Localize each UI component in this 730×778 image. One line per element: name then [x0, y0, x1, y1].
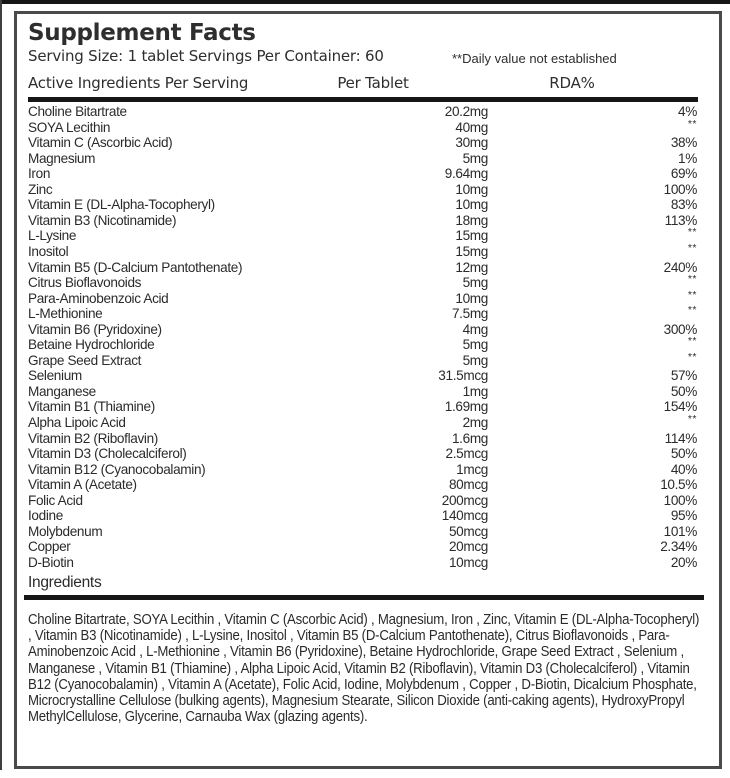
per-tablet-amount: 2.5mcg: [445, 446, 488, 462]
table-row: [0, 306, 730, 322]
rda-percent: 4%: [678, 104, 697, 119]
rda-not-established-mark: **: [687, 413, 697, 425]
per-tablet-amount: 5mg: [462, 337, 488, 353]
rda-percent: 100%: [663, 492, 697, 508]
rda-not-established-mark: **: [687, 350, 697, 363]
ingredient-name: Vitamin B2 (Riboflavin): [28, 430, 158, 446]
rda-percent: 101%: [663, 523, 697, 539]
table-row: [0, 135, 730, 151]
rda-percent: 50%: [670, 446, 697, 462]
rda-not-established-mark: **: [687, 273, 697, 286]
per-tablet-amount: 18mg: [455, 212, 488, 228]
ingredient-name: L-Lysine: [28, 228, 77, 244]
ingredient-name: Inositol: [28, 243, 69, 259]
table-row: [0, 524, 730, 540]
per-tablet-amount: 7.5mg: [451, 306, 488, 322]
rda-not-established-mark: **: [687, 288, 697, 301]
rda-percent: 100%: [663, 181, 697, 197]
per-tablet-amount: 50mcg: [448, 523, 488, 539]
rda-percent: 83%: [670, 197, 697, 213]
rda-percent: 57%: [670, 368, 697, 384]
ingredient-name: Vitamin E (DL-Alpha-Tocopheryl): [28, 197, 215, 213]
serving-size-line: Serving Size: 1 tablet Servings Per Container: 60: [28, 47, 384, 65]
ingredient-name: Vitamin D3 (Cholecalciferol): [28, 446, 187, 462]
table-row: [0, 182, 730, 198]
per-tablet-amount: 5mg: [462, 275, 488, 291]
ingredient-name: Zinc: [28, 181, 53, 197]
rda-not-established-mark: **: [687, 335, 697, 348]
rda-not-established-mark: **: [687, 304, 697, 317]
rda-not-established-mark: **: [687, 117, 697, 130]
ingredient-name: Iodine: [28, 508, 63, 524]
per-tablet-amount: 1.6mg: [451, 430, 488, 446]
per-tablet-amount: 10mg: [455, 197, 488, 213]
table-row: [0, 555, 730, 571]
per-tablet-amount: 1mcg: [456, 461, 488, 477]
ingredient-name: Betaine Hydrochloride: [28, 337, 155, 353]
rda-percent: 300%: [663, 321, 697, 337]
per-tablet-amount: 30mg: [455, 135, 488, 151]
ingredient-name: Selenium: [28, 368, 82, 384]
per-tablet-amount: 80mcg: [448, 477, 488, 493]
table-row: [0, 350, 730, 369]
ingredient-name: L-Methionine: [28, 306, 103, 322]
rda-percent: 240%: [663, 259, 697, 275]
rda-percent: 114%: [664, 430, 697, 446]
ingredient-name: Vitamin A (Acetate): [28, 477, 137, 493]
ingredient-name: D-Biotin: [28, 554, 74, 570]
table-row: [0, 462, 730, 478]
column-header-rda: RDA%: [549, 74, 595, 92]
per-tablet-amount: 40mg: [455, 119, 488, 135]
ingredient-name: Manganese: [28, 383, 96, 399]
per-tablet-amount: 2mg: [462, 415, 488, 430]
rda-percent: 50%: [670, 383, 697, 399]
table-row: [0, 384, 730, 400]
per-tablet-amount: 10mg: [455, 181, 488, 197]
per-tablet-amount: 5mg: [462, 150, 488, 166]
rda-percent: 20%: [670, 554, 697, 570]
table-row: [0, 241, 730, 260]
table-row: [0, 539, 730, 555]
ingredient-name: Copper: [28, 539, 71, 555]
ingredient-name: Vitamin B3 (Nicotinamide): [28, 212, 177, 228]
table-row: [0, 508, 730, 524]
top-edge-strip: [0, 0, 730, 4]
per-tablet-amount: 15mg: [455, 243, 488, 259]
column-header-active-ingredients: Active Ingredients Per Serving: [28, 74, 249, 92]
table-row: [0, 368, 730, 384]
per-tablet-amount: 15mg: [455, 228, 488, 244]
rda-percent: 95%: [670, 508, 697, 524]
per-tablet-amount: 10mg: [455, 290, 488, 306]
rda-not-established-mark: **: [687, 226, 697, 239]
per-tablet-amount: 9.64mg: [444, 166, 488, 182]
table-row: [0, 166, 730, 182]
rda-percent: 40%: [670, 461, 697, 477]
rda-percent: 154%: [663, 399, 697, 415]
header-divider-bar: [28, 97, 698, 102]
per-tablet-amount: 4mg: [462, 321, 488, 337]
ingredient-name: Magnesium: [28, 150, 96, 166]
table-row: [0, 117, 730, 136]
rda-percent: 10.5%: [660, 477, 697, 493]
ingredient-name: Grape Seed Extract: [28, 352, 142, 368]
ingredient-name: Vitamin B1 (Thiamine): [28, 399, 155, 415]
rda-percent: 69%: [670, 166, 697, 182]
column-header-per-tablet: Per Tablet: [337, 74, 409, 92]
rda-not-established-mark: **: [687, 241, 697, 254]
ingredient-name: Vitamin B12 (Cyanocobalamin): [28, 461, 206, 477]
per-tablet-amount: 10mcg: [448, 554, 488, 570]
ingredient-name: Molybdenum: [28, 523, 103, 539]
per-tablet-amount: 140mcg: [441, 508, 488, 524]
per-tablet-amount: 12mg: [455, 259, 488, 275]
page-title: Supplement Facts: [28, 20, 256, 46]
table-row: [0, 431, 730, 447]
per-tablet-amount: 1.69mg: [444, 399, 488, 415]
table-row: [0, 477, 730, 493]
rda-percent: 38%: [670, 135, 697, 151]
ingredient-name: Alpha Lipoic Acid: [28, 415, 126, 430]
per-tablet-amount: 1mg: [462, 383, 488, 399]
per-tablet-amount: 31.5mcg: [438, 368, 488, 384]
daily-value-note: **Daily value not established: [452, 51, 617, 66]
ingredient-name: Vitamin B6 (Pyridoxine): [28, 321, 162, 337]
ingredient-name: Vitamin B5 (D-Calcium Pantothenate): [28, 259, 243, 275]
per-tablet-amount: 5mg: [462, 352, 488, 368]
table-row: [0, 151, 730, 167]
ingredients-text: Choline Bitartrate, SOYA Lecithin , Vitamin C (Ascorbic Acid) , Magnesium, Iron , Zinc, Vitamin E (DL-Alpha-Tocopheryl) , Vitamin B3 (Nicotinamide) , L-Lysine, Inositol , Vitamin B5 (D-Calcium Pantothenate), Citrus Bioflavonoids , Para-Aminobenzoic Acid , L-Methionine , Vitamin B6 (Pyridoxine), Betaine Hydrochloride, Grape Seed Extract , Selenium , Manganese , Vitamin B1 (Thiamine) , Alpha Lipoic Acid, Vitamin B2 (Riboflavin), Vitamin D3 (Cholecalciferol) , Vitamin B12 (Cyanocobalamin) , Vitamin A (Acetate), Folic Acid, Iodine, Molybdenum , Copper , D-Biotin, Dicalcium Phosphate, Microcrystalline Cellulose (bulking agents), Magnesium Stearate, Silicon Dioxide (anti-caking agents), HydroxyPropyl MethylCellulose, Glycerine, Carnauba Wax (glazing agents).: [28, 612, 700, 726]
rda-percent: 1%: [678, 150, 697, 166]
table-row: [0, 197, 730, 213]
table-row: [0, 415, 730, 431]
ingredient-name: Folic Acid: [28, 492, 83, 508]
ingredient-name: Vitamin C (Ascorbic Acid): [28, 135, 173, 151]
rda-percent: 2.34%: [660, 539, 697, 555]
ingredients-divider-bar: [24, 595, 704, 600]
ingredient-name: Iron: [28, 166, 51, 182]
ingredient-name: Choline Bitartrate: [28, 104, 127, 119]
rda-percent: 113%: [664, 212, 697, 228]
ingredient-name: Para-Aminobenzoic Acid: [28, 290, 169, 306]
ingredient-name: SOYA Lecithin: [28, 119, 111, 135]
per-tablet-amount: 20.2mg: [444, 104, 488, 119]
table-row: [0, 493, 730, 509]
per-tablet-amount: 200mcg: [441, 492, 488, 508]
table-row: [0, 446, 730, 462]
ingredient-name: Citrus Bioflavonoids: [28, 275, 142, 291]
per-tablet-amount: 20mcg: [448, 539, 488, 555]
ingredients-section-header: Ingredients: [28, 574, 102, 591]
